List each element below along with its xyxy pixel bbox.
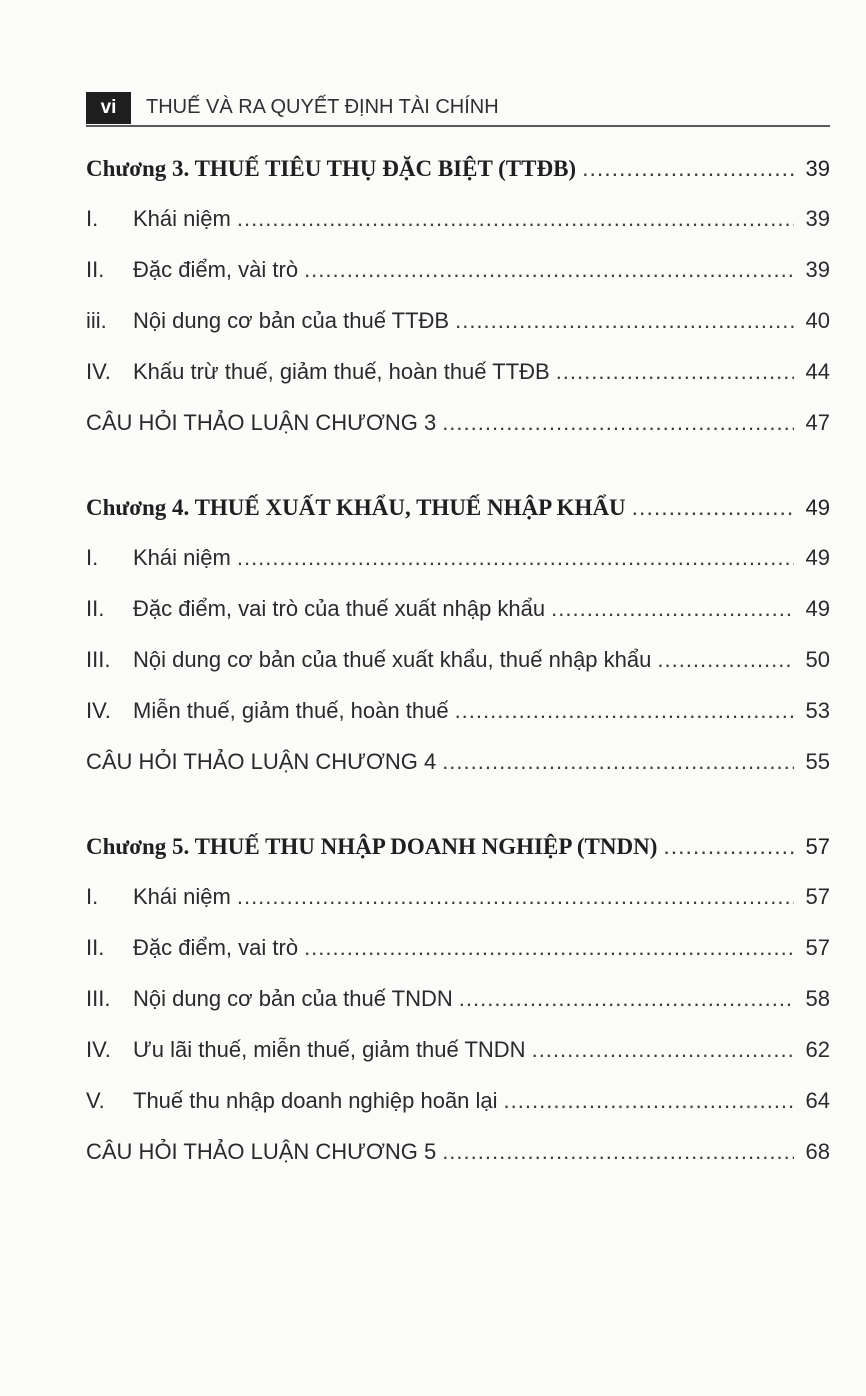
toc-entry[interactable] [86,1088,830,1139]
running-title: THUẾ VÀ RA QUYẾT ĐỊNH TÀI CHÍNH [146,96,499,118]
section-label: Thuế thu nhập doanh nghiệp hoãn lại [133,1088,498,1113]
toc-entry[interactable] [86,257,830,308]
page-ref: 39 [805,206,830,231]
dot-leader [556,359,794,385]
chapter-title: Chương 3. THUẾ TIÊU THỤ ĐẶC BIỆT (TTĐB) [86,156,577,181]
page-ref: 57 [805,884,830,909]
section-number: I. [86,884,99,909]
chapter-title: Chương 5. THUẾ THU NHẬP DOANH NGHIỆP (TNDN) [86,834,658,859]
page-ref: 47 [805,410,830,435]
section-number: IV. [86,1037,111,1062]
dot-leader [504,1088,794,1114]
section-label: Ưu lãi thuế, miễn thuế, giảm thuế TNDN [133,1037,526,1062]
dot-leader [657,647,794,673]
dot-leader [551,596,794,622]
dot-leader [237,884,794,910]
toc-entry[interactable] [86,884,830,935]
chapter-title: Chương 4. THUẾ XUẤT KHẨU, THUẾ NHẬP KHẨU [86,495,626,520]
section-number: III. [86,986,111,1011]
section-label: Đặc điểm, vài trò [133,257,299,282]
dot-leader [442,410,794,436]
page-ref: 39 [805,156,830,181]
section-label: Khái niệm [133,206,231,231]
toc-entry-questions[interactable] [86,1139,830,1190]
section-label: Miễn thuế, giảm thuế, hoàn thuế [133,698,449,723]
chapter-5 [86,833,830,1190]
section-number: I. [86,206,99,231]
page-ref: 49 [805,545,830,570]
section-label: Nội dung cơ bản của thuế TTĐB [133,308,450,333]
dot-leader [304,935,794,961]
section-number: I. [86,545,99,570]
dot-leader [632,494,794,521]
section-number: IV. [86,359,111,384]
dot-leader [237,206,794,232]
section-label: Nội dung cơ bản của thuế TNDN [133,986,453,1011]
dot-leader [304,257,794,283]
dot-leader [532,1037,794,1063]
section-number: II. [86,257,105,282]
chapter-3 [86,155,830,461]
section-label: Đặc điểm, vai trò [133,935,299,960]
table-of-contents [86,155,830,1223]
section-number: IV. [86,698,111,723]
toc-entry[interactable] [86,698,830,749]
toc-entry[interactable] [86,545,830,596]
dot-leader [459,986,794,1012]
toc-entry[interactable] [86,308,830,359]
section-label: CÂU HỎI THẢO LUẬN CHƯƠNG 5 [86,1139,437,1164]
page-ref: 39 [805,257,830,282]
section-label: Khái niệm [133,545,231,570]
toc-entry[interactable] [86,359,830,410]
page-ref: 68 [805,1139,830,1164]
page-ref: 50 [805,647,830,672]
section-label: Đặc điểm, vai trò của thuế xuất nhập khẩu [133,596,546,621]
page-ref: 44 [805,359,830,384]
toc-entry[interactable] [86,647,830,698]
toc-entry[interactable] [86,206,830,257]
section-number: III. [86,647,111,672]
dot-leader [442,749,794,775]
dot-leader [237,545,794,571]
section-label: CÂU HỎI THẢO LUẬN CHƯƠNG 4 [86,749,437,774]
page-ref: 55 [805,749,830,774]
section-number: II. [86,935,105,960]
chapter-4 [86,494,830,800]
toc-entry[interactable] [86,935,830,986]
header-rule [86,125,830,127]
section-label: Nội dung cơ bản của thuế xuất khẩu, thuế nhập khẩu [133,647,652,672]
section-number: V. [86,1088,105,1113]
dot-leader [663,833,794,860]
section-number: iii. [86,308,107,333]
page-ref: 49 [805,596,830,621]
toc-entry[interactable] [86,596,830,647]
dot-leader [582,155,794,182]
page-ref: 64 [805,1088,830,1113]
page-ref: 57 [805,935,830,960]
page-number: vi [86,92,131,124]
toc-entry[interactable] [86,986,830,1037]
dot-leader [455,308,794,334]
section-label: Khái niệm [133,884,231,909]
section-label: CÂU HỎI THẢO LUẬN CHƯƠNG 3 [86,410,437,435]
page-ref: 49 [805,495,830,520]
page-ref: 53 [805,698,830,723]
page-ref: 58 [805,986,830,1011]
section-number: II. [86,596,105,621]
dot-leader [442,1139,794,1165]
page-ref: 57 [805,834,830,859]
toc-entry[interactable] [86,1037,830,1088]
toc-entry-questions[interactable] [86,410,830,461]
page-ref: 62 [805,1037,830,1062]
toc-entry-questions[interactable] [86,749,830,800]
section-label: Khấu trừ thuế, giảm thuế, hoàn thuế TTĐB [133,359,550,384]
page-ref: 40 [805,308,830,333]
dot-leader [455,698,794,724]
chapter-title-row[interactable] [86,833,830,884]
chapter-title-row[interactable] [86,155,830,206]
chapter-title-row[interactable] [86,494,830,545]
page-header [86,92,830,128]
